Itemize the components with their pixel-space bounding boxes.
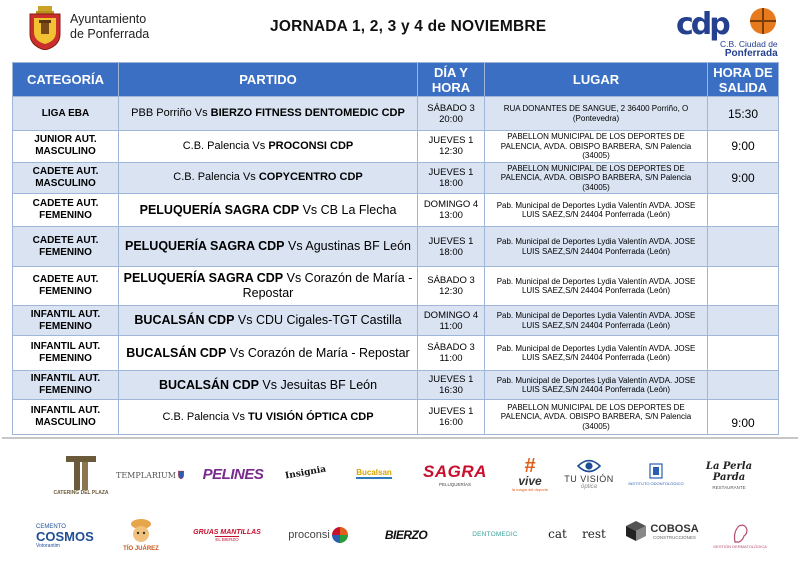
category-line2: FEMENINO	[39, 320, 92, 332]
table-row	[13, 267, 779, 306]
catering-logo-icon	[66, 456, 96, 490]
tio-juarez-text: TÍO JUÁREZ	[123, 546, 159, 552]
match-time: 16:00	[439, 417, 463, 428]
match-time: 11:00	[439, 320, 463, 332]
departure-cell	[708, 336, 779, 371]
club-logo	[676, 8, 780, 60]
match-cdp-team: PELUQUERÍA SAGRA CDP	[125, 239, 285, 253]
category-line1: INFANTIL AUT.	[30, 341, 101, 352]
category-line1: LIGA EBA	[41, 107, 90, 119]
venue-cell: RUA DONANTES DE SANGUE, 2 36400 Porriño, O (Pontevedra)	[485, 97, 708, 131]
match-cell	[119, 267, 418, 306]
sponsor-templarium	[116, 460, 184, 490]
category-line2: FEMENINO	[39, 246, 92, 258]
match-cdp-team: PROCONSI CDP	[268, 139, 354, 152]
sponsor-sagra	[418, 456, 492, 492]
sponsor-insignia	[286, 450, 326, 496]
match-time: 12:30	[439, 146, 463, 158]
city-council-line2: de Ponferrada	[70, 27, 150, 41]
table-row	[13, 400, 779, 435]
sagra-subtext: PELUQUERÍAS	[438, 481, 471, 487]
category-line2: FEMENINO	[39, 385, 92, 396]
header-dia-line1: DÍA Y	[434, 64, 468, 80]
match-home: C.B. Palencia Vs	[162, 410, 249, 423]
match-time: 18:00	[439, 177, 463, 189]
category-line1: INFANTIL AUT.	[30, 308, 101, 320]
departure-cell	[708, 227, 779, 267]
instituto-text: INSTITUTO ODONTOLÓGICO	[628, 480, 684, 486]
club-logo-line2: Ponferrada	[724, 48, 778, 59]
match-cell	[119, 194, 418, 227]
table-row	[13, 227, 779, 267]
venue-cell: Pab. Municipal de Deportes Lydia Valentín AVDA. JOSE LUIS SAEZ,S/N 24404 Ponferrada (León)	[485, 267, 708, 306]
category-cell	[13, 306, 119, 336]
club-logo-letters: cdp	[676, 7, 728, 42]
perla-text: La Perla Parda	[705, 460, 753, 483]
category-cell	[13, 267, 119, 306]
templarium-shield-icon	[178, 465, 184, 485]
city-council-line1: Ayuntamiento	[70, 12, 147, 26]
match-away: Vs Corazón de María - Repostar	[242, 271, 413, 300]
match-day: DOMINGO 4	[423, 199, 479, 210]
face-profile-icon	[729, 522, 751, 544]
category-line1: CADETE AUT.	[32, 234, 99, 246]
perla-subtext: RESTAURANTE	[712, 484, 746, 490]
header-dia-hora	[418, 63, 485, 97]
bucalsan-text: Bucalsan	[356, 467, 392, 477]
departure-cell	[708, 194, 779, 227]
match-cell	[119, 306, 418, 336]
sponsor-pelines	[196, 460, 270, 488]
departure-cell	[708, 162, 779, 194]
sponsor-vive	[504, 452, 556, 496]
match-cell	[119, 97, 418, 131]
departure-cell	[708, 371, 779, 400]
departure-time: 9:00	[731, 416, 755, 430]
sponsor-bucalsan	[338, 458, 410, 488]
cosmos-text: COSMOS	[36, 528, 94, 544]
cobosa-texts	[650, 523, 698, 540]
pelines-text: PELINES	[202, 465, 264, 483]
match-time: 18:00	[439, 246, 463, 258]
match-time: 12:30	[439, 286, 463, 297]
table-row	[13, 162, 779, 194]
page-title: JORNADA 1, 2, 3 y 4 de NOVIEMBRE	[270, 18, 547, 35]
header-lugar: LUGAR	[485, 63, 708, 97]
match-home: C.B. Palencia Vs	[173, 171, 259, 184]
day-time-cell	[418, 400, 485, 435]
match-cdp-team: TU VISIÓN ÓPTICA CDP	[248, 410, 374, 423]
sponsor-instituto-odontologico	[624, 454, 688, 494]
match-time: 13:00	[439, 210, 463, 221]
venue-cell: PABELLON MUNICIPAL DE LOS DEPORTES DE PALENCIA, AVDA. OBISPO BARBERA, S/N Palencia (34005)	[485, 131, 708, 163]
departure-cell	[708, 267, 779, 306]
match-cdp-team: BUCALSÁN CDP	[134, 313, 235, 327]
venue-cell: Pab. Municipal de Deportes Lydia Valentín AVDA. JOSE LUIS SAEZ,S/N 24404 Ponferrada (León)	[485, 194, 708, 227]
departure-time: 15:30	[727, 106, 759, 121]
sponsor-cemento-cosmos	[36, 518, 100, 554]
day-time-cell	[418, 131, 485, 163]
section-divider	[2, 437, 798, 439]
day-time-cell	[418, 227, 485, 267]
sponsor-cobosa	[622, 514, 702, 548]
match-cell	[119, 336, 418, 371]
category-cell	[13, 194, 119, 227]
category-line2: MASCULINO	[35, 177, 96, 189]
match-day: DOMINGO 4	[423, 309, 479, 321]
header-partido: PARTIDO	[119, 63, 418, 97]
table-row	[13, 306, 779, 336]
match-day: JUEVES 1	[428, 374, 474, 385]
templarium-text: TEMPLARIUM	[116, 470, 176, 480]
sponsor-la-perla-parda	[700, 450, 758, 500]
match-cell	[119, 400, 418, 435]
sponsor-cat-rest	[542, 518, 612, 550]
table-row	[13, 131, 779, 163]
club-logo-text	[720, 40, 778, 58]
header-categoria: CATEGORÍA	[13, 63, 119, 97]
votorantim-text: Votorantim	[36, 542, 60, 549]
sponsor-tu-vision	[556, 450, 622, 498]
category-line1: CADETE AUT.	[32, 274, 99, 285]
match-cdp-team: BIERZO FITNESS DENTOMEDIC CDP	[210, 107, 405, 119]
venue-cell: Pab. Municipal de Deportes Lydia Valentín AVDA. JOSE LUIS SAEZ,S/N 24404 Ponferrada (León)	[485, 306, 708, 336]
category-cell	[13, 131, 119, 163]
departure-cell	[708, 400, 779, 435]
match-day: JUEVES 1	[428, 135, 474, 147]
match-day: SÁBADO 3	[427, 275, 475, 286]
proconsi-text: proconsi	[288, 529, 330, 541]
vive-subtext: la magia del deporte	[511, 486, 549, 492]
category-cell	[13, 400, 119, 435]
tooth-icon	[649, 463, 663, 479]
match-away: Vs CDU Cigales-TGT Castilla	[234, 313, 402, 327]
sponsor-gestion-dermatologica	[712, 514, 768, 556]
category-cell	[13, 162, 119, 194]
sponsor-gruas-mantillas	[190, 522, 264, 548]
venue-cell: Pab. Municipal de Deportes Lydia Valentín AVDA. JOSE LUIS SAEZ,S/N 24404 Ponferrada (León)	[485, 227, 708, 267]
category-line2: FEMENINO	[39, 286, 92, 297]
match-home: C.B. Palencia Vs	[182, 139, 269, 152]
match-cell	[119, 162, 418, 194]
match-day: JUEVES 1	[428, 406, 474, 417]
category-line1: JUNIOR AUT.	[34, 134, 97, 146]
category-cell	[13, 371, 119, 400]
match-schedule-table	[12, 62, 779, 435]
match-cdp-team: PELUQUERÍA SAGRA CDP	[123, 271, 284, 285]
vive-hashtag-icon: #	[524, 454, 536, 477]
category-line2: FEMENINO	[39, 353, 92, 364]
dentomedic-text: DENTOMEDIC	[472, 530, 518, 538]
table-row	[13, 97, 779, 131]
match-day: JUEVES 1	[428, 166, 474, 178]
page-header	[0, 0, 800, 60]
departure-cell	[708, 97, 779, 131]
cobosa-text: COBOSA	[650, 522, 699, 535]
day-time-cell	[418, 194, 485, 227]
venue-cell: PABELLON MUNICIPAL DE LOS DEPORTES DE PALENCIA, AVDA. OBISPO BARBERA, S/N Palencia (34005)	[485, 400, 708, 435]
match-home: PBB Porriño Vs	[131, 107, 211, 119]
sponsor-dentomedic	[462, 522, 528, 546]
category-line2: MASCULINO	[35, 417, 96, 428]
match-away: Vs Agustinas BF León	[284, 239, 411, 253]
departure-time: 9:00	[731, 139, 755, 154]
bierzo-text: BIERZO	[384, 528, 428, 542]
table-row	[13, 336, 779, 371]
tu-vision-subtext: óptica	[580, 484, 597, 490]
day-time-cell	[418, 336, 485, 371]
header-salida-line1: HORA DE	[713, 64, 773, 80]
header-salida-line2: SALIDA	[718, 79, 768, 95]
club-logo-line1: C.B. Ciudad de	[720, 39, 778, 49]
departure-time: 9:00	[731, 170, 755, 185]
day-time-cell	[418, 267, 485, 306]
proconsi-pinwheel-icon	[332, 527, 348, 543]
city-crest-icon	[28, 6, 62, 50]
catering-text: CATERING DEL PLAZA	[53, 490, 109, 496]
match-cdp-team: COPYCENTRO CDP	[258, 171, 363, 184]
departure-cell	[708, 306, 779, 336]
category-line2: MASCULINO	[35, 146, 96, 158]
cobosa-cube-icon	[625, 520, 647, 542]
match-time: 16:30	[439, 385, 463, 396]
header-dia-line2: HORA	[431, 79, 471, 95]
category-line1: CADETE AUT.	[32, 165, 99, 177]
cat-rest-text: cat rest	[548, 527, 606, 541]
table-row	[13, 194, 779, 227]
match-time: 20:00	[439, 113, 463, 125]
category-line2: FEMENINO	[39, 210, 92, 221]
cemento-text: CEMENTO	[36, 523, 66, 530]
match-cell	[119, 227, 418, 267]
gestion-text: GESTIÓN DERMATOLÓGICA	[713, 543, 767, 549]
category-line1: INFANTIL AUT.	[30, 373, 101, 384]
table-row	[13, 371, 779, 400]
match-cdp-team: BUCALSÁN CDP	[126, 345, 227, 360]
day-time-cell	[418, 162, 485, 194]
insignia-text: Insignia	[284, 464, 328, 482]
match-day: SÁBADO 3	[427, 102, 475, 114]
match-away: Vs CB La Flecha	[299, 202, 397, 217]
day-time-cell	[418, 371, 485, 400]
category-cell	[13, 336, 119, 371]
match-day: SÁBADO 3	[427, 342, 475, 353]
sponsor-catering-del-plaza	[52, 450, 110, 502]
category-line1: CADETE AUT.	[32, 198, 99, 209]
category-line1: INFANTIL AUT.	[30, 405, 101, 416]
match-cell	[119, 131, 418, 163]
cobosa-subtext: CONSTRUCCIONES	[653, 534, 696, 540]
category-cell	[13, 227, 119, 267]
sponsor-proconsi	[284, 522, 352, 548]
venue-cell: Pab. Municipal de Deportes Lydia Valentín AVDA. JOSE LUIS SAEZ,S/N 24404 Ponferrada (León)	[485, 371, 708, 400]
gruas-subtext: EL BIERZO	[215, 536, 239, 542]
departure-cell	[708, 131, 779, 163]
table-header-row	[13, 63, 779, 97]
match-cdp-team: PELUQUERÍA SAGRA CDP	[139, 202, 300, 217]
match-away: Vs Jesuitas BF León	[258, 377, 378, 392]
sponsor-bierzo-fitness	[370, 522, 442, 548]
city-council-name	[70, 12, 149, 42]
sponsor-tio-juarez	[116, 510, 166, 560]
basketball-icon	[750, 8, 776, 34]
match-cell	[119, 371, 418, 400]
gruas-text: GRUAS MANTILLAS	[193, 528, 261, 536]
sagra-text: SAGRA	[423, 461, 487, 481]
header-hora-salida	[708, 63, 779, 97]
sponsor-logos	[0, 442, 800, 575]
day-time-cell	[418, 306, 485, 336]
match-cdp-team: BUCALSÁN CDP	[158, 377, 259, 392]
category-cell	[13, 97, 119, 131]
match-away: Vs Corazón de María - Repostar	[226, 345, 410, 360]
venue-cell: PABELLON MUNICIPAL DE LOS DEPORTES DE PALENCIA, AVDA. OBISPO BARBERA, S/N Palencia (34005)	[485, 162, 708, 194]
day-time-cell	[418, 97, 485, 131]
chef-mascot-icon	[128, 518, 154, 546]
tu-vision-text: TU VISIÓN	[564, 474, 614, 484]
vive-text: vive	[518, 473, 542, 488]
match-time: 11:00	[439, 353, 463, 364]
match-day: JUEVES 1	[428, 235, 474, 247]
eye-icon	[577, 458, 601, 474]
venue-cell: Pab. Municipal de Deportes Lydia Valentín AVDA. JOSE LUIS SAEZ,S/N 24404 Ponferrada (León)	[485, 336, 708, 371]
